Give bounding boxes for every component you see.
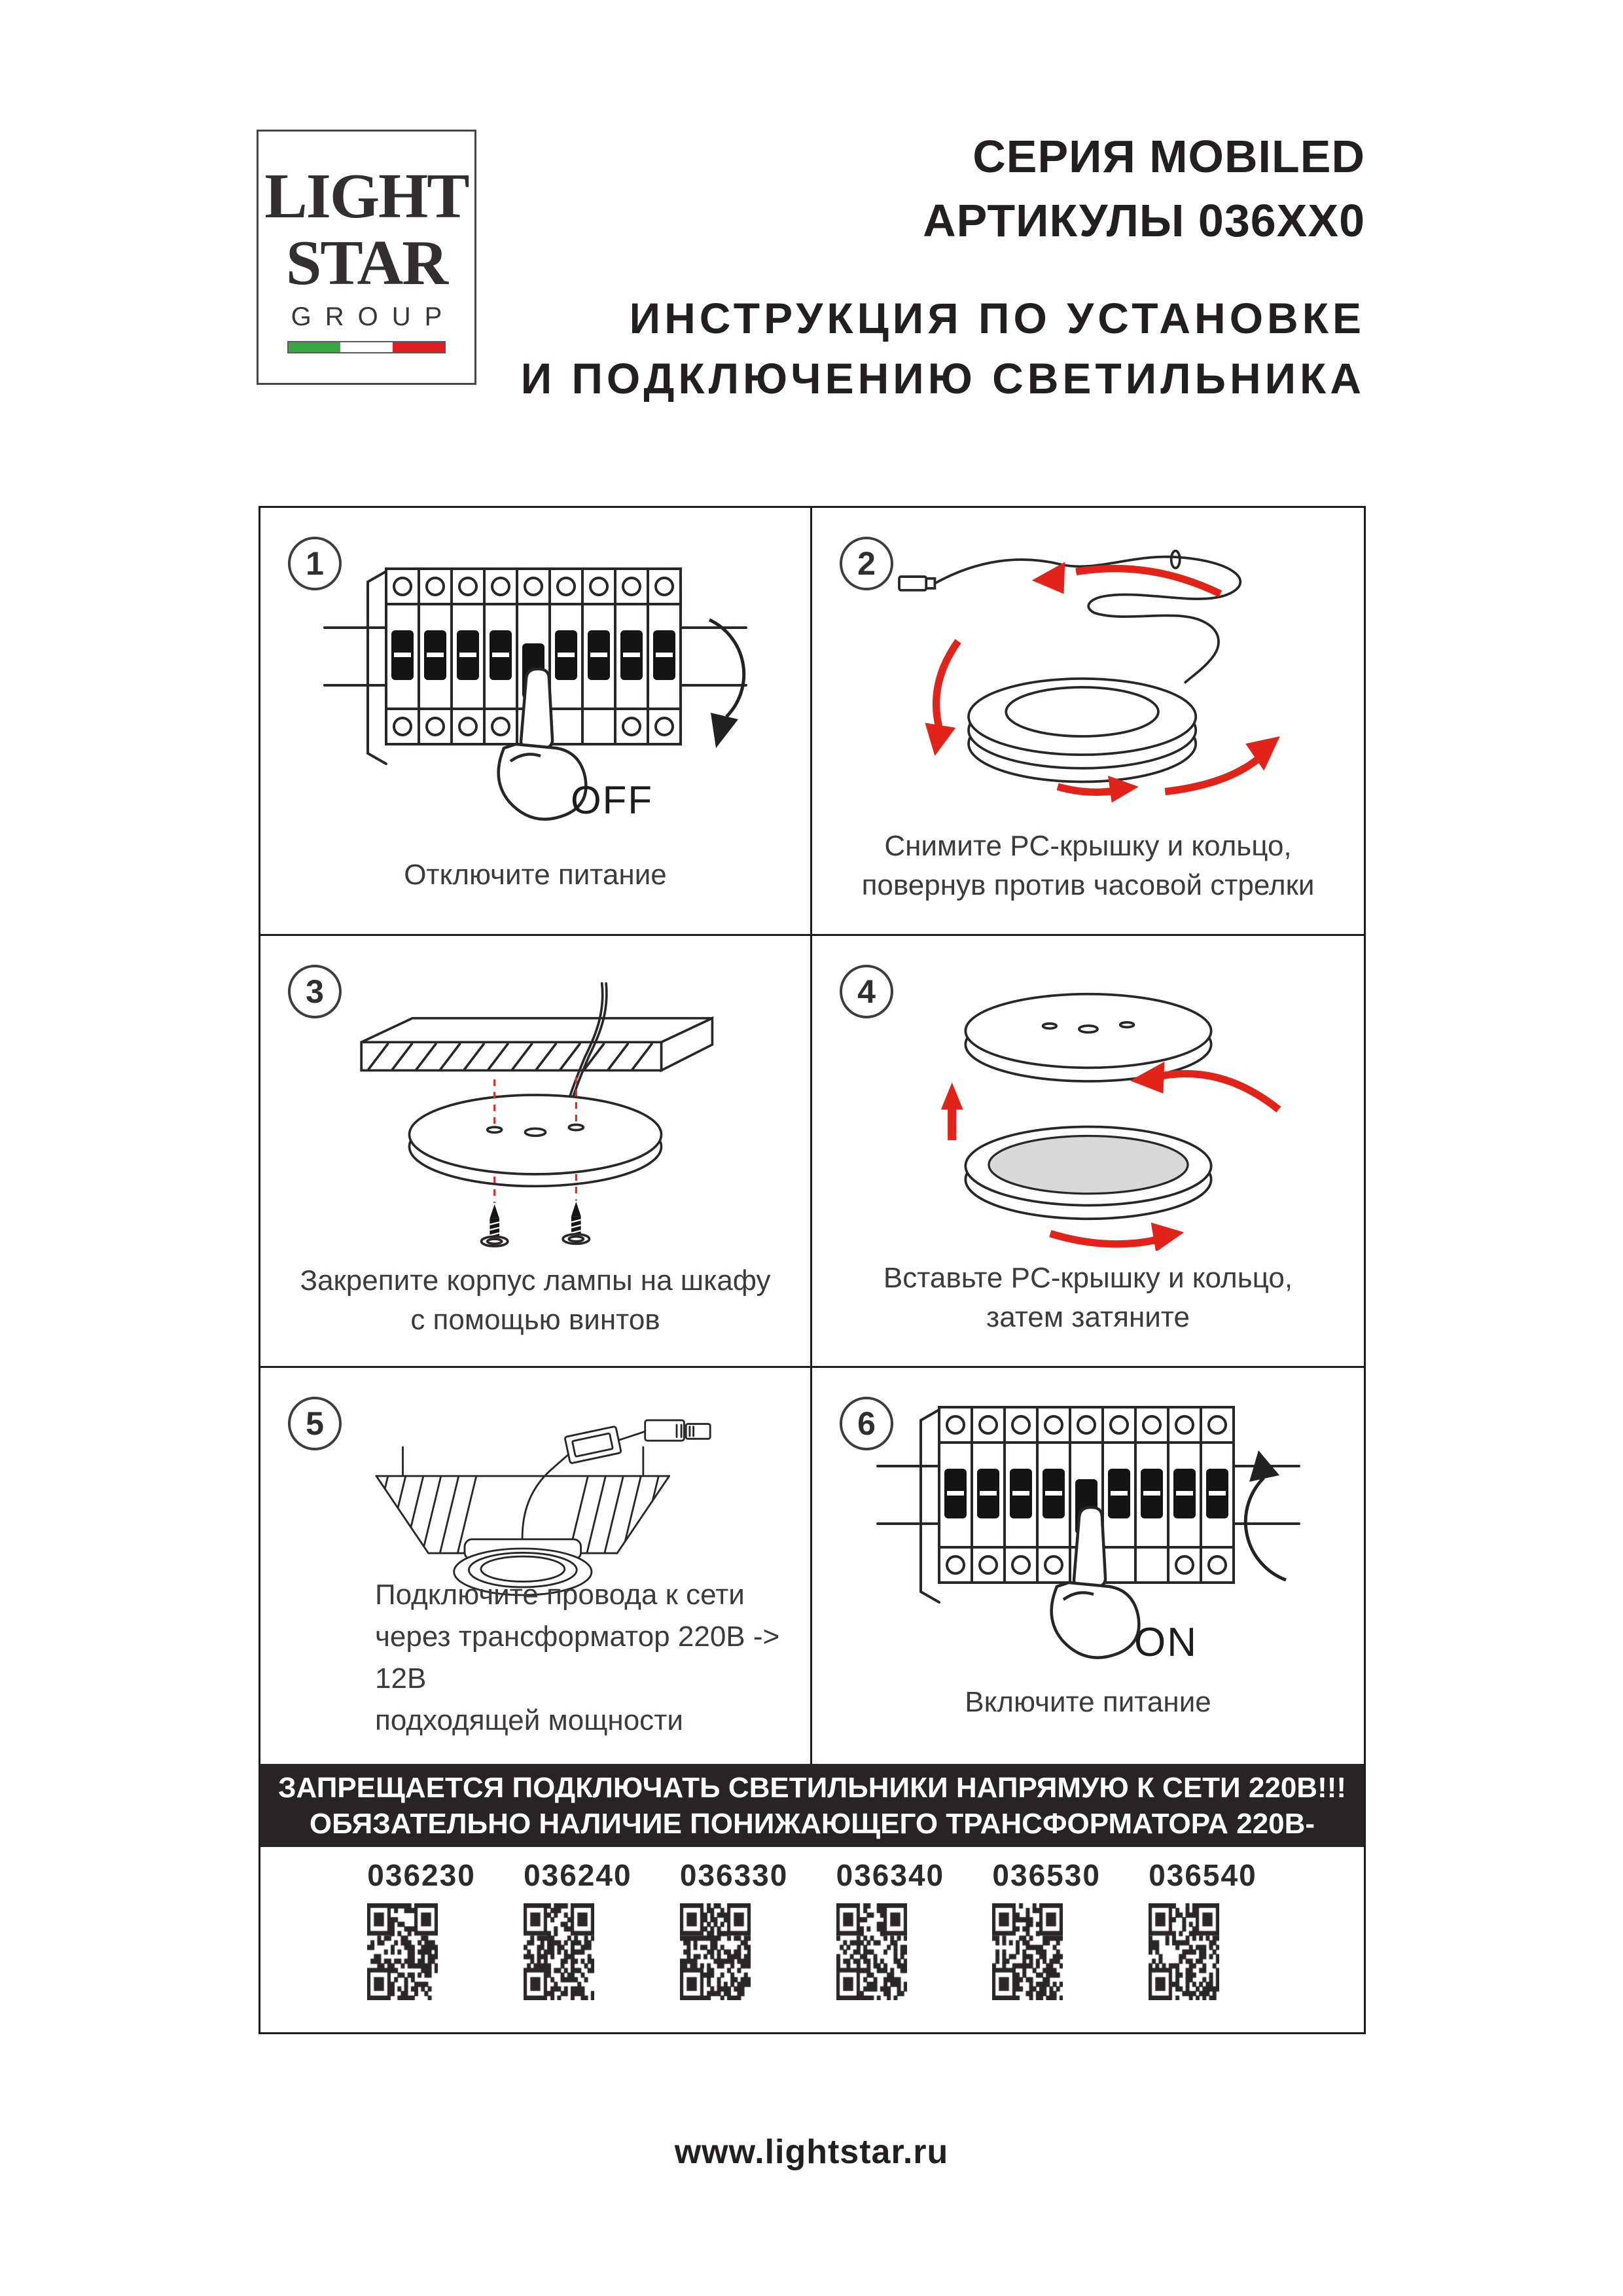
step-number-badge: 1 xyxy=(288,537,342,590)
logo-word-star: STAR xyxy=(285,228,448,298)
off-label: OFF xyxy=(571,778,653,822)
step-number-badge: 2 xyxy=(840,537,893,590)
qr-code xyxy=(524,1903,594,2000)
qr-code xyxy=(992,1903,1063,2000)
cabinet-board xyxy=(361,1018,712,1071)
step-number-badge: 4 xyxy=(840,965,893,1018)
screw-icon xyxy=(563,1202,589,1244)
step-caption: Отключите питание xyxy=(404,859,667,891)
step-number-badge: 3 xyxy=(288,965,342,1018)
step-number-badge: 5 xyxy=(288,1397,342,1450)
article-number: 036530 xyxy=(992,1858,1101,1892)
up-arrow-icon xyxy=(940,1083,963,1140)
page-title: ИНСТРУКЦИЯ ПО УСТАНОВКЕ И ПОДКЛЮЧЕНИЮ СВЕТИЛЬНИКА xyxy=(520,294,1365,403)
wire-connector xyxy=(645,1420,710,1441)
step-caption: Снимите PC-крышку и кольцо, повернув против часовой стрелки xyxy=(861,830,1315,901)
article-item xyxy=(992,1857,1101,2032)
article-item xyxy=(524,1857,632,2032)
mount-body-illustration xyxy=(338,965,734,1253)
article-item xyxy=(1149,1857,1257,2032)
series-line: СЕРИЯ MOBILED xyxy=(972,131,1365,182)
series-heading xyxy=(923,124,1365,253)
website-url: www.lightstar.ru xyxy=(674,2133,949,2171)
mounting-ring xyxy=(965,1126,1211,1219)
step-1-cell xyxy=(260,508,812,936)
italian-flag-icon xyxy=(287,341,446,353)
step-5-cell xyxy=(260,1368,812,1764)
warning-line: ОБЯЗАТЕЛЬНО НАЛИЧИЕ ПОНИЖАЮЩЕГО ТРАНСФОРМАТОРА 220В->12В!!! xyxy=(309,1808,1315,1876)
on-label: ON xyxy=(1133,1620,1198,1665)
article-item xyxy=(680,1857,789,2032)
screw-icon xyxy=(482,1204,508,1246)
logo-word-light: LIGHT xyxy=(264,161,469,232)
article-qr-row xyxy=(260,1847,1364,2032)
power-cord xyxy=(899,551,1240,683)
lamp-body-disc xyxy=(410,1095,662,1186)
puck-light-body xyxy=(969,679,1196,782)
qr-code xyxy=(1149,1903,1219,2000)
breaker-off-illustration xyxy=(319,557,751,838)
step-caption: Вставьте PC-крышку и кольцо, затем затяните xyxy=(883,1262,1293,1333)
article-item xyxy=(836,1857,945,2032)
step-3-cell xyxy=(260,936,812,1368)
qr-code xyxy=(836,1903,907,2000)
articles-line: АРТИКУЛЫ 036ХХ0 xyxy=(923,195,1365,246)
insert-cover-illustration xyxy=(885,962,1291,1251)
article-number: 036340 xyxy=(836,1858,945,1892)
pc-cover-disc xyxy=(965,994,1211,1081)
article-number: 036330 xyxy=(679,1858,789,1892)
article-number: 036230 xyxy=(367,1858,476,1892)
puck-light-remove-illustration xyxy=(885,528,1291,816)
logo-word-group: GROUP xyxy=(291,302,456,331)
lamp-cord xyxy=(522,1452,571,1538)
article-number: 036540 xyxy=(1149,1858,1257,1892)
warning-line: ЗАПРЕЩАЕТСЯ ПОДКЛЮЧАТЬ СВЕТИЛЬНИКИ НАПРЯМУЮ К СЕТИ 220В!!! xyxy=(277,1772,1347,1804)
up-arrow-icon xyxy=(1245,1450,1286,1580)
step-caption: Подключите провода к сети через трансформатор 220В -> 12В подходящей мощности xyxy=(375,1579,780,1736)
transformer-box xyxy=(565,1426,645,1463)
qr-code xyxy=(367,1903,438,2000)
breaker-on-illustration xyxy=(872,1395,1304,1677)
step-caption: Закрепите корпус лампы на шкафу с помощью винтов xyxy=(300,1265,771,1336)
article-number: 036240 xyxy=(524,1858,632,1892)
qr-code xyxy=(680,1903,751,2000)
rotate-arrow-icon xyxy=(1130,1062,1278,1109)
brand-logo xyxy=(257,130,476,385)
step-number-badge: 6 xyxy=(840,1397,893,1450)
rotate-arrow-icon xyxy=(1050,1223,1184,1251)
step-6-cell xyxy=(812,1368,1364,1764)
step-4-cell xyxy=(812,936,1364,1368)
step-caption: Включите питание xyxy=(965,1686,1211,1718)
step-2-cell xyxy=(812,508,1364,936)
instruction-grid xyxy=(259,506,1366,2034)
article-item xyxy=(367,1857,476,2032)
